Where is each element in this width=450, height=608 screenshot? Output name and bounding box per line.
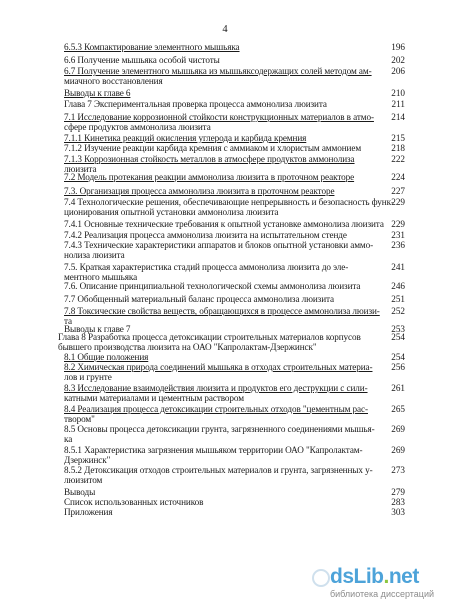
toc-entry-page: 254	[391, 352, 405, 362]
toc-entry-page: 222	[391, 154, 405, 164]
toc-entry-title: ка	[64, 434, 73, 444]
toc-entry-title: Глава 7 Экспериментальная проверка процесса аммонолиза люизита	[64, 99, 327, 109]
toc-entry-title: Список использованных источников	[64, 497, 204, 507]
toc-entry-page: 283	[391, 497, 405, 507]
toc-entry-title: 7.4 Технологические решения, обеспечивающие непрерывность и безопасность функ-	[64, 197, 394, 207]
toc-entry-page: 252	[391, 306, 405, 316]
toc-entry-title: Выводы к главе 6	[64, 88, 131, 98]
toc-entry-page: 218	[391, 143, 405, 153]
toc-entry-title: 7.4.3 Технические характеристики аппаратов и блоков опытной установки аммо-	[64, 240, 374, 250]
toc-entry	[0, 372, 450, 383]
toc-entry-page: 269	[391, 445, 405, 455]
toc-entry	[0, 88, 450, 99]
toc-entry-title: лов и грунте	[64, 372, 112, 382]
toc-entry	[0, 42, 450, 53]
toc-entry	[0, 172, 450, 183]
toc-entry-title: Выводы к главе 7	[64, 324, 131, 334]
toc-entry	[0, 393, 450, 404]
toc-entry-page: 279	[391, 487, 405, 497]
toc-entry-page: 229	[391, 219, 405, 229]
toc-entry-page: 215	[391, 133, 405, 143]
toc-entry-title: твором"	[64, 414, 95, 424]
toc-entry-page: 224	[391, 172, 405, 182]
toc-entry-page: 265	[391, 404, 405, 414]
toc-entry-page: 236	[391, 240, 405, 250]
toc-entry-title: 8.5.2 Детоксикация отходов строительных материалов и грунта, загрязненных у-	[64, 465, 373, 475]
toc-entry-title: 7.6. Описание принципиальной технологической схемы аммонолиза люизита	[64, 281, 361, 291]
toc-entry-page: 246	[391, 281, 405, 291]
toc-entry	[0, 250, 450, 261]
toc-entry-title: Глава 8 Разработка процесса детоксикации строительных материалов корпусов	[58, 332, 361, 342]
toc-entry	[0, 186, 450, 197]
toc-entry-title: 7.8 Токсические свойства веществ, обращающихся в процессе аммонолиза люизи-	[64, 306, 380, 316]
toc-entry-title: 7.1.2 Изучение реакции карбида кремния с аммиаком и хлористым аммонием	[64, 143, 362, 153]
toc-entry-title: 8.3 Исследование взаимодействия люизита и продуктов его деструкции с сили-	[64, 383, 368, 393]
toc-entry-title: 8.1 Общие положения	[64, 352, 149, 362]
toc-entry-title: 6.6 Получение мышьяка особой чистоты	[64, 55, 220, 65]
toc-entry-page: 303	[391, 507, 405, 517]
watermark-subtitle: библиотека диссертаций	[330, 589, 435, 599]
toc-entry-page: 253	[391, 324, 405, 334]
toc-entry	[0, 76, 450, 87]
toc-entry-title: 7.7 Обобщенный материальный баланс процесса аммонолиза люизита	[64, 294, 335, 304]
toc-entry-title: та	[64, 316, 73, 326]
toc-entry-title: 8.2 Химическая природа соединений мышьяка в отходах строительных материа-	[64, 362, 373, 372]
toc-entry-title: 6.5.3 Компактирование элементного мышьяка	[64, 42, 240, 52]
toc-entry-page: 261	[391, 383, 405, 393]
toc-entry-page: 231	[391, 230, 405, 240]
toc-entry-title: ментного мышьяка	[64, 272, 138, 282]
toc-entry-title: 6.7 Получение элементного мышьяка из мышьяксодержащих солей методом ам-	[64, 66, 372, 76]
toc-entry-page: 214	[391, 112, 405, 122]
toc-entry-title: 7.5. Краткая характеристика стадий процесса аммонолиза люизита до эле-	[64, 262, 349, 272]
toc-entry-page: 273	[391, 465, 405, 475]
toc-entry-title: 7.2 Модель протекания реакции аммонолиза люизита в проточном реакторе	[64, 172, 355, 182]
toc-entry-page: 206	[391, 66, 405, 76]
toc-entry	[0, 99, 450, 110]
toc-entry-title: люизита	[64, 164, 97, 174]
toc-entry-page: 227	[391, 186, 405, 196]
toc-entry	[0, 122, 450, 133]
toc-entry	[0, 507, 450, 518]
toc-entry-title: сфере продуктов аммонолиза люизита	[64, 122, 211, 132]
toc-entry	[0, 281, 450, 292]
toc-entry-title: 7.1.1 Кинетика реакций окисления углерода и карбида кремния	[64, 133, 307, 143]
toc-entry-title: Дзержинск"	[64, 455, 111, 465]
toc-entry-page: 211	[391, 99, 405, 109]
toc-entry-page: 241	[391, 262, 405, 272]
toc-entry	[0, 434, 450, 445]
site-watermark	[330, 565, 448, 605]
toc-entry	[0, 55, 450, 66]
toc-entry-title: 7.1.3 Коррозионная стойкость металлов в атмосфере продуктов аммонолиза	[64, 154, 355, 164]
toc-entry-title: 8.5 Основы процесса детоксикации грунта, загрязненного соединениями мышья-	[64, 424, 375, 434]
toc-entry-page: 256	[391, 362, 405, 372]
toc-entry-page: 202	[391, 55, 405, 65]
toc-entry-page: 229	[391, 197, 405, 207]
toc-entry-title: 7.3. Организация процесса аммонолиза люизита в проточном реакторе	[64, 186, 335, 196]
toc-entry	[0, 475, 450, 486]
toc-entry	[0, 143, 450, 154]
toc-entry-title: нолиза люизита	[64, 250, 125, 260]
toc-entry-title: ционирования опытной установки аммонолиза люизита	[64, 207, 279, 217]
toc-entry-title: 8.4 Реализация процесса детоксикации строительных отходов "цементным рас-	[64, 404, 368, 414]
toc-entry-title: 7.1 Исследование коррозионной стойкости конструкционных материалов в атмо-	[64, 112, 374, 122]
toc-entry-title: 7.4.2 Реализация процесса аммонолиза люизита на испытательном стенде	[64, 230, 347, 240]
toc-entry-title: бывшего производства люизита на ОАО "Капролактам-Дзержинск"	[58, 342, 317, 352]
toc-entry-page: 196	[391, 42, 405, 52]
watermark-logo: dsLib.net	[330, 565, 419, 588]
toc-entry-title: миачного восстановления	[64, 76, 163, 86]
toc-entry-title: 8.5.1 Характеристика загрязнения мышьяком территории ОАО "Капролактам-	[64, 445, 363, 455]
logo-icon	[312, 569, 330, 587]
toc-entry-page: 254	[391, 332, 405, 342]
toc-entry	[0, 294, 450, 305]
toc-entry-title: Приложения	[64, 507, 113, 517]
toc-entry-page: 210	[391, 88, 405, 98]
toc-entry-title: катными материалами и цементным раствором	[64, 393, 244, 403]
toc-entry-title: Выводы	[64, 487, 96, 497]
toc-entry-page: 269	[391, 424, 405, 434]
toc-entry-title: люизитом	[64, 475, 103, 485]
toc-entry-title: 7.4.1 Основные технические требования к опытной установке аммонолиза люизита	[64, 219, 384, 229]
toc-entry	[0, 219, 450, 230]
toc-entry	[0, 207, 450, 218]
page-number: 4	[222, 24, 228, 35]
toc-entry-page: 251	[391, 294, 405, 304]
